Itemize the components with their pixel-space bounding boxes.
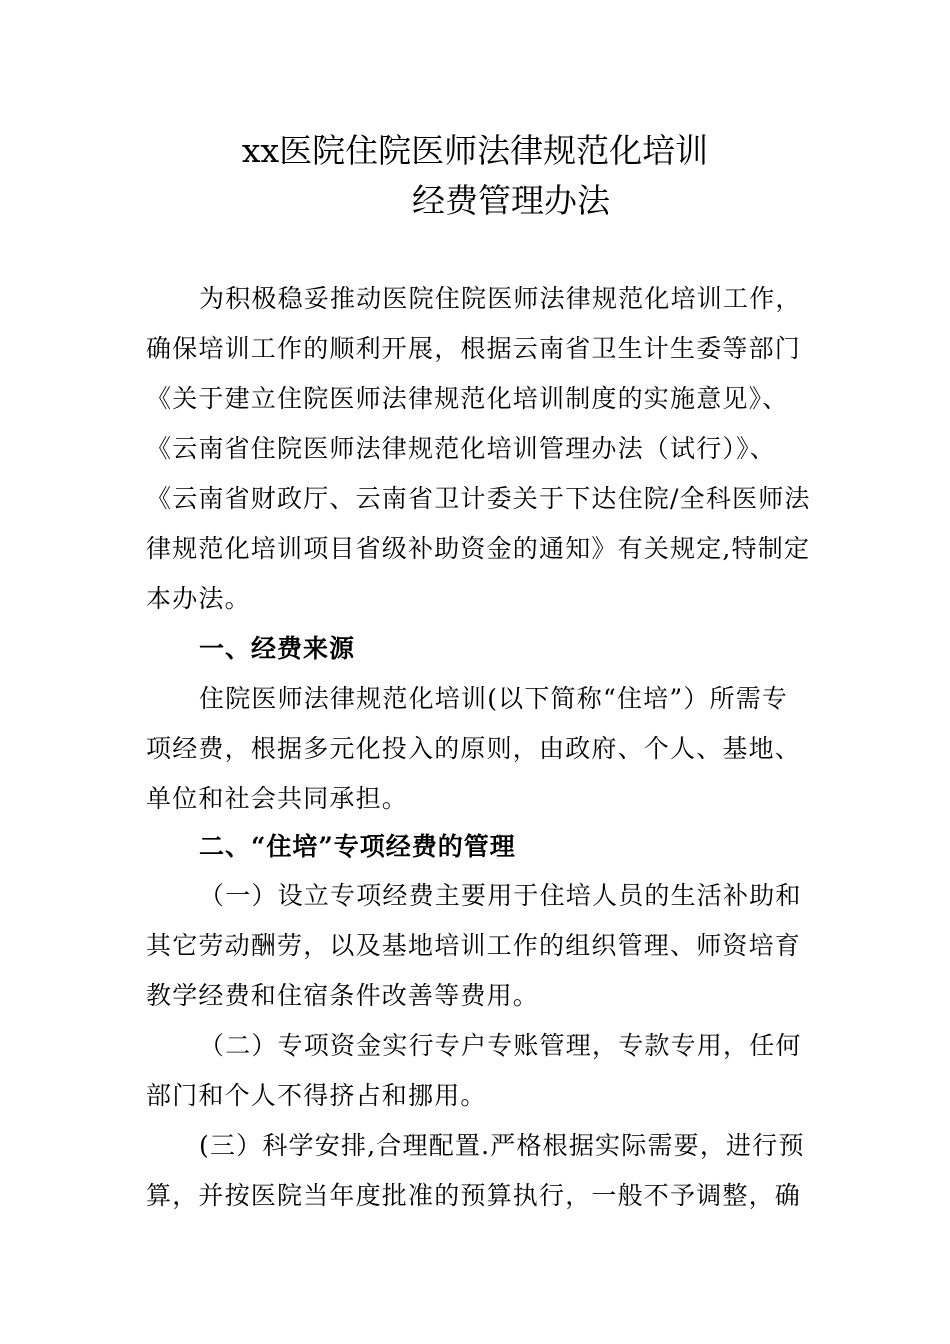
paragraph-line: （二）专项资金实行专户专账管理，专款专用，任何	[199, 1031, 802, 1060]
paragraph-line: 律规范化培训项目省级补助资金的通知》有关规定,特制定	[146, 534, 811, 563]
paragraph-line: 为积极稳妥推动医院住院医师法律规范化培训工作，	[199, 284, 802, 313]
paragraph-line: 确保培训工作的顺利开展，根据云南省卫生计生委等部门	[146, 334, 802, 363]
paragraph-line: 部门和个人不得挤占和挪用。	[146, 1081, 487, 1110]
paragraph-line: 项经费，根据多元化投入的原则，由政府、个人、基地、	[146, 734, 802, 763]
paragraph-line: 《云南省财政厅、云南省卫计委关于下达住院/全科医师法	[146, 484, 811, 513]
paragraph-line: 教学经费和住宿条件改善等费用。	[146, 981, 540, 1010]
paragraph-line: 《关于建立住院医师法律规范化培训制度的实施意见》、	[146, 384, 789, 413]
paragraph-line: 《云南省住院医师法律规范化培训管理办法（试行）》、	[146, 434, 777, 463]
paragraph-line: 单位和社会共同承担。	[146, 784, 409, 813]
document-title-line-2: 经费管理办法	[412, 181, 610, 220]
section-heading-funding-source: 一、经费来源	[199, 634, 356, 663]
section-heading-fund-management: 二、“住培”专项经费的管理	[199, 832, 516, 861]
paragraph-line: 其它劳动酬劳，以及基地培训工作的组织管理、师资培育	[146, 931, 802, 960]
paragraph-line: 本办法。	[146, 584, 251, 613]
document-title-line-1: xx医院住院医师法律规范化培训	[241, 131, 709, 170]
paragraph-line: （一）设立专项经费主要用于住培人员的生活补助和	[199, 881, 802, 910]
paragraph-line: (三）科学安排,合理配置.严格根据实际需要，进行预	[199, 1131, 805, 1160]
paragraph-line: 住院医师法律规范化培训(以下简称“住培”）所需专	[199, 684, 789, 713]
paragraph-line: 算，并按医院当年度批准的预算执行，一般不予调整，确	[146, 1181, 802, 1210]
